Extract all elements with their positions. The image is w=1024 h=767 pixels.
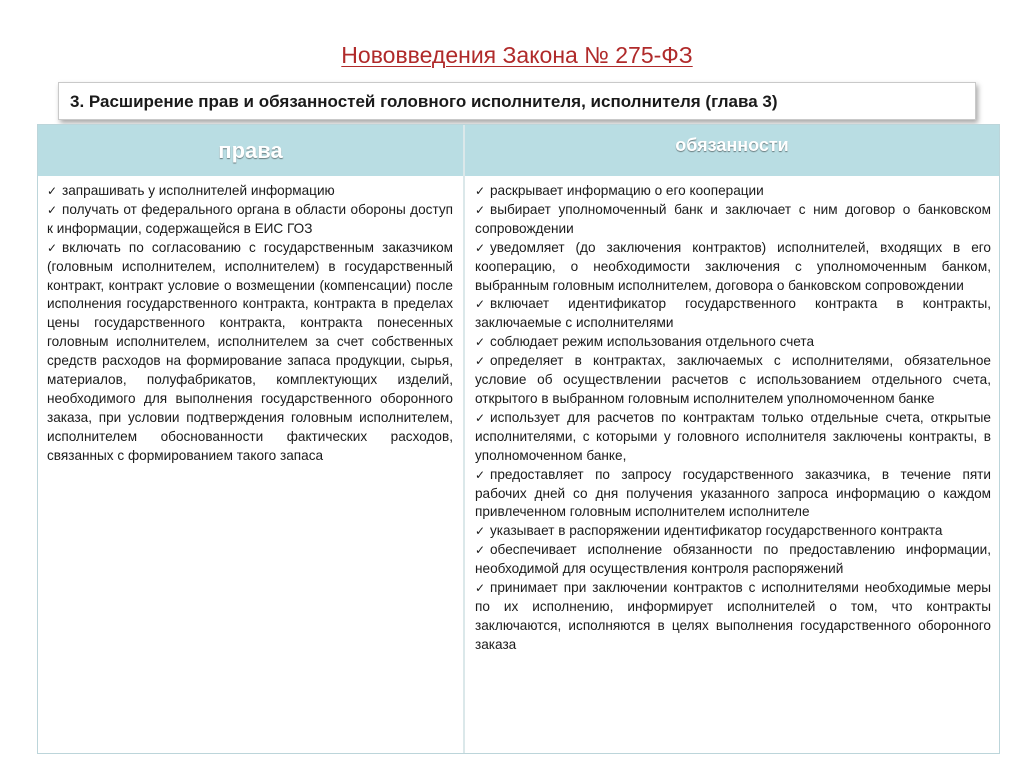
duties-item: ✓ выбирает уполномоченный банк и заключает с ним договор о банковском сопровождении	[475, 201, 991, 236]
header-duties: обязанности	[675, 135, 789, 155]
duties-item: ✓ использует для расчетов по контрактам только отдельные счета, открытые исполнителями, с которыми у головного исполнителя заключены контракты, в уполномоченном банке,	[475, 409, 991, 463]
checkmark-icon: ✓	[47, 240, 58, 255]
checkmark-icon: ✓	[475, 202, 486, 217]
duties-item: ✓ соблюдает режим использования отдельного счета	[475, 333, 991, 352]
rights-item: ✓ запрашивать у исполнителей информацию	[47, 182, 453, 201]
checkmark-icon: ✓	[475, 297, 486, 312]
duties-item: ✓ предоставляет по запросу государственного заказчика, в течение пяти рабочих дней со дня получения указанного запроса информацию о каждом привлеченном головным исполнителем исполнителе	[475, 466, 991, 520]
checkmark-icon: ✓	[475, 581, 486, 596]
column-divider	[463, 125, 465, 753]
checkmark-icon: ✓	[475, 410, 486, 425]
checkmark-icon: ✓	[475, 524, 486, 539]
slide-title: Нововведения Закона № 275-ФЗ	[341, 42, 693, 68]
duties-item: ✓ указывает в распоряжении идентификатор государственного контракта	[475, 522, 991, 541]
duties-item: ✓ уведомляет (до заключения контрактов) исполнителей, входящих в его кооперацию, о необходимости заключения с уполномоченным банком, выбранным головным исполнителем, договора о банковском сопровождении	[475, 239, 991, 293]
checkmark-icon: ✓	[47, 202, 58, 217]
header-rights: права	[218, 138, 283, 163]
duties-item: ✓ обеспечивает исполнение обязанности по предоставлению информации, необходимой для осуществления контроля распоряжений	[475, 542, 991, 577]
checkmark-icon: ✓	[475, 467, 486, 482]
checkmark-icon: ✓	[47, 184, 58, 198]
rights-duties-table	[37, 124, 1000, 754]
duties-item: ✓ включает идентификатор государственного контракта в контракты, заключаемые с исполнителями	[475, 296, 991, 331]
rights-item: ✓ получать от федерального органа в области обороны доступ к информации, содержащейся в ЕИС ГОЗ	[47, 201, 453, 236]
duties-column	[475, 182, 991, 655]
duties-item: ✓ принимает при заключении контрактов с исполнителями необходимые меры по их исполнению, информирует исполнителей о том, что контракты заключаются, исполняются в целях выполнения государственного оборонного заказа	[475, 580, 991, 652]
rights-column	[47, 182, 453, 466]
duties-item: ✓ определяет в контрактах, заключаемых с исполнителями, обязательное условие об осуществлении расчетов с использованием отдельного счета, открытого в выбранном головным исполнителем уполномоченном банке	[475, 353, 991, 406]
rights-item: ✓ включать по согласованию с государственным заказчиком (головным исполнителем, исполнителем) в государственный контракт, контракт условие о возмещении (компенсации) после исполнения государственного контракта, контракта в пределах цены государственного контракта, контракта понесенных головным исполнителем, исполнителем за счет собственных средств расходов на формирование запаса продукции, сырья, материалов, полуфабрикатов, комплектующих изделий, необходимого для выполнения государственного оборонного заказа, при условии подтверждения головным исполнителем, исполнителем обоснованности фактических расходов, связанных с формированием такого запаса	[47, 239, 453, 463]
checkmark-icon: ✓	[475, 354, 486, 369]
table-header-row	[38, 125, 999, 176]
checkmark-icon: ✓	[475, 543, 486, 558]
checkmark-icon: ✓	[475, 184, 486, 198]
checkmark-icon: ✓	[475, 240, 486, 255]
duties-item: ✓ раскрывает информацию о его кооперации	[475, 182, 991, 201]
section-heading: 3. Расширение прав и обязанностей головного исполнителя, исполнителя (глава 3)	[58, 82, 976, 120]
checkmark-icon: ✓	[475, 335, 486, 350]
